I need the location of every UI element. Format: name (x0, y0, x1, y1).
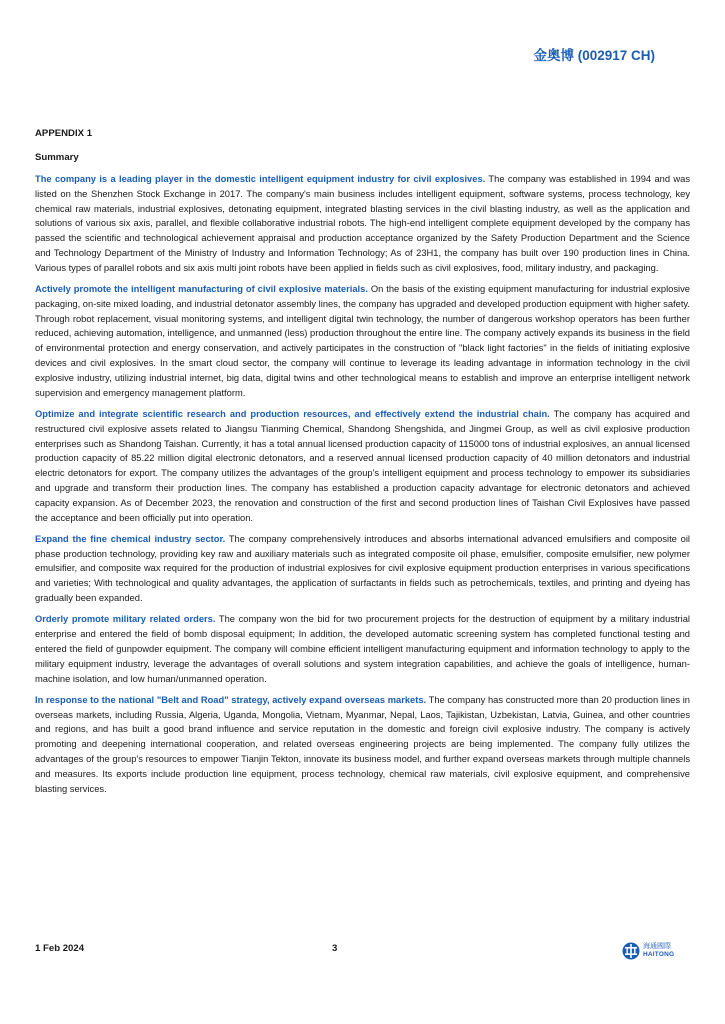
page-number: 3 (332, 943, 338, 954)
paragraph-lead: The company is a leading player in the domestic intelligent equipment industry for civil explosives. (35, 174, 486, 184)
paragraph-lead: Actively promote the intelligent manufacturing of civil explosive materials. (35, 284, 368, 295)
paragraph-text: The company has acquired and restructured civil explosive assets related to Jiangsu Tianming Chemical, Shandong Shengshida, and Jingmei Group, as well as civil explosive production enterprises such as Shandong Taishan. Currently, it has a total annual licensed production capacity of 115000 tons of industrial explosives, an annual licensed production capacity of 85.22 million digital electronic detonators, and a reserved annual licensed production capacity of 40 million detonators and industrial electric detonators for export. The company utilizes the advantages of the group's intelligent equipment and process technology to empower its subsidiaries and upgrade and transform their production lines. The company has established a production capacity advantage for electronic detonators and achieved capacity expansion. As of December 2023, the renovation and construction of the first and second production lines of Taishan Civil Explosives have passed the acceptance and been officially put into operation. (35, 408, 690, 523)
summary-body (35, 172, 690, 803)
paragraph-intelligent-manufacturing (35, 282, 690, 400)
paragraph-text: The company was established in 1994 and was listed on the Shenzhen Stock Exchange in 2017. The company's main business includes intelligent equipment, software systems, process technology, key chemical raw materials, industrial explosives, detonating equipment, integrated blasting services in the civil blasting industry, as well as the application and solutions of various six axis, parallel, and flexible collaborative industrial robots. The high-end intelligent complete equipment developed by the company has passed the scientific and technological achievement appraisal and production acceptance organized by the Safety Production Department and the Science and Technology Department of the Ministry of Industry and Information Technology; As of 23H1, the company has built over 190 production lines in China. Various types of parallel robots and six axis multi joint robots have been applied in fields such as civil explosives, food, military industry, and packaging. (35, 174, 690, 273)
paragraph-text: The company has constructed more than 20 production lines in overseas markets, including Russia, Algeria, Uganda, Mongolia, Vietnam, Myanmar, Nepal, Laos, Tajikistan, Uzbekistan, Latvia, Guinea, and other countries and regions, and has built a good brand influence and service reputation in the domestic and foreign civil explosive industry. The company is actively promoting and deepening international cooperation, and related overseas engineering projects are being implemented. The company fully utilizes the advantages of the group's resources to empower Tianjin Tekton, innovate its business model, and further expand overseas markets through multiple channels and measures. Its exports include production line equipment, process technology, chemical raw materials, civil explosive equipment, and comprehensive blasting services. (35, 694, 690, 794)
appendix-heading: APPENDIX 1 (35, 128, 93, 139)
stock-ticker-header: 金奥博 (002917 CH) (533, 48, 655, 63)
summary-heading: Summary (35, 152, 79, 163)
footer-date: 1 Feb 2024 (35, 943, 85, 954)
paragraph-text: The company comprehensively introduces and absorbs international advanced emulsifiers and composite oil phase production technology, providing key raw and auxiliary materials such as integrated composite oil phase, emulsifier, composite emulsifier, new polymer emulsifier, and composite wax required for the production of industrial explosives for civil explosive equipment production enterprises in various specifications and varieties; With technological and quality advantages, the application of surfactants in fields such as petrochemicals, textiles, and printing and dyeing has gradually been expanded. (35, 533, 690, 604)
paragraph-text: On the basis of the existing equipment manufacturing for industrial explosive packaging, on-site mixed loading, and industrial detonator assembly lines, the company has upgraded and developed production equipment with higher safety. Through robot replacement, visual monitoring systems, and intelligent digital twin technology, the number of dangerous workshop operators has been further reduced, achieving automation, intelligence, and unmanned (less) production throughout the entire line. The company actively expands its business in the field of environmental protection and energy conservation, and actively participates in the construction of "black light factories" in the fields of initiating explosive devices and civil explosives. In the smart cloud sector, the company will continue to leverage its leading advantage in information technology in the civil explosive industry, utilizing industrial internet, big data, digital twins and other technological means to establish and improve an enterprise intelligent network supervision and emergency management platform. (35, 284, 690, 398)
paragraph-lead: Optimize and integrate scientific research and production resources, and effectively extend the industrial chain. (35, 408, 550, 419)
paragraph-company-overview (35, 172, 690, 276)
paragraph-military-orders (35, 612, 690, 686)
paragraph-lead: Orderly promote military related orders. (35, 614, 216, 625)
haitong-logo-icon (622, 942, 640, 960)
paragraph-lead: Expand the fine chemical industry sector. (35, 533, 226, 544)
logo-english-text: HAITONG (643, 951, 675, 958)
paragraph-industrial-chain (35, 407, 690, 525)
haitong-logo (622, 942, 674, 960)
paragraph-lead: In response to the national "Belt and Road" strategy, actively expand overseas markets. (35, 694, 427, 705)
paragraph-overseas-markets (35, 693, 690, 797)
paragraph-text: The company won the bid for two procurement projects for the destruction of equipment by a military industrial enterprise and entered the field of bomb disposal equipment; In addition, the developed automatic screening system has completed functional testing and entered the field of gunpowder equipment. The company will combine efficient intelligent manufacturing equipment and information technology to apply to the military equipment industry, leverage the advantages of overall solutions and system integration capabilities, and achieve the goals of intelligence, human-machine isolation, and low human/unmanned operation. (35, 614, 690, 684)
paragraph-fine-chemical (35, 532, 690, 606)
logo-chinese-text: 海通國際 (643, 943, 671, 950)
